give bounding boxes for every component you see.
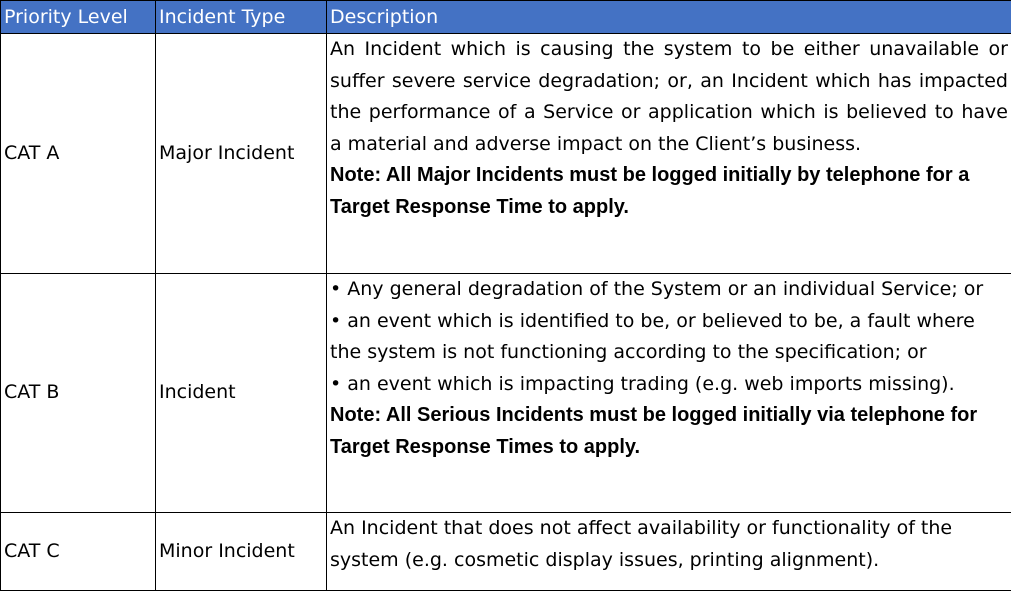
table-header — [1, 1, 1011, 34]
priority-cell: CAT C — [1, 513, 156, 591]
description-cell — [327, 513, 1011, 591]
description-text: An Incident that does not affect availability or functionality of the system (e.g. cosmetic display issues, printing alignment). — [330, 513, 1008, 576]
description-note: Note: All Major Incidents must be logged initially by telephone for a Target Response Time to apply. — [330, 160, 1008, 223]
priority-cell: CAT B — [1, 274, 156, 513]
description-bullet: • an event which is impacting trading (e.g. web imports missing). — [330, 369, 1008, 401]
incident-type-cell: Minor Incident — [156, 513, 327, 591]
table-body — [1, 34, 1011, 591]
incident-type-cell: Major Incident — [156, 34, 327, 274]
incident-type-cell: Incident — [156, 274, 327, 513]
header-incident-type: Incident Type — [156, 1, 327, 34]
description-bullet: • an event which is identified to be, or believed to be, a fault where the system is not functioning according to the specification; or — [330, 306, 1008, 369]
description-bullet: • Any general degradation of the System or an individual Service; or — [330, 274, 1008, 306]
header-row — [1, 1, 1011, 34]
table-row-cat-c — [1, 513, 1011, 591]
description-cell — [327, 274, 1011, 513]
header-priority-level: Priority Level — [1, 1, 156, 34]
priority-cell: CAT A — [1, 34, 156, 274]
table-row-cat-a — [1, 34, 1011, 274]
description-cell — [327, 34, 1011, 274]
table-row-cat-b — [1, 274, 1011, 513]
description-text: An Incident which is causing the system to be either unavailable or suffer severe service degradation; or, an Incident which has impacted the performance of a Service or application which is believed to have a material and adverse impact on the Client’s business. — [330, 34, 1008, 160]
description-note: Note: All Serious Incidents must be logged initially via telephone for Target Response Times to apply. — [330, 400, 1008, 463]
header-description: Description — [327, 1, 1011, 34]
